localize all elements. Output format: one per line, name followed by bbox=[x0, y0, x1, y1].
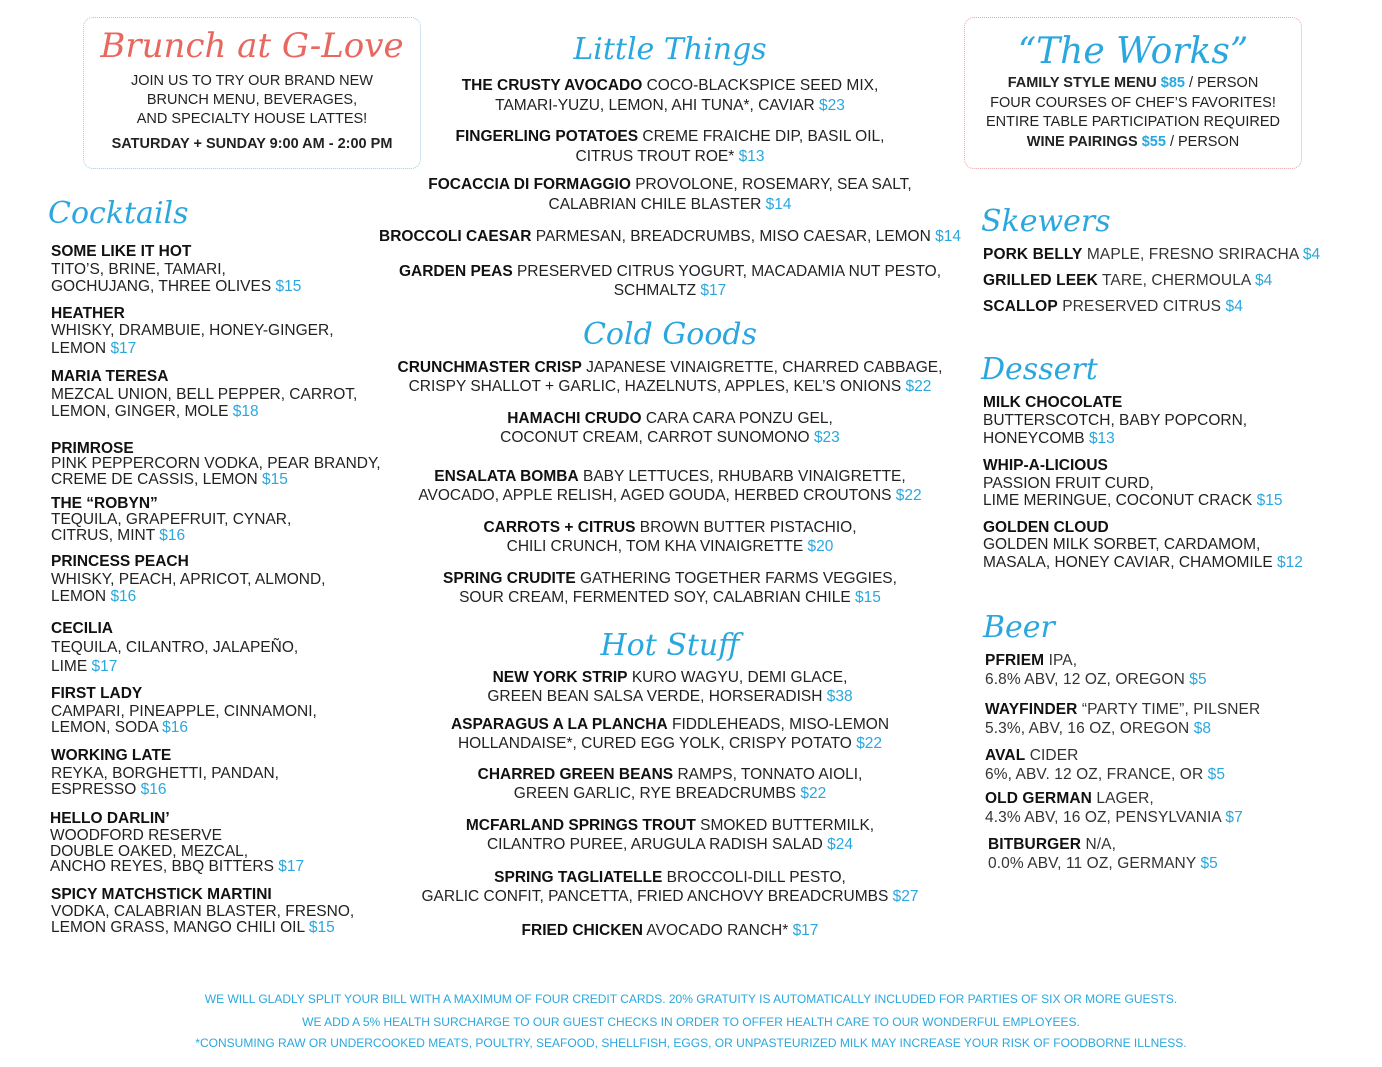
cocktail-price: $15 bbox=[262, 470, 288, 488]
works-line-4 bbox=[965, 133, 1301, 153]
cocktail-desc: REYKA, BORGHETTI, PANDAN, bbox=[51, 764, 279, 782]
item-desc: SOUR CREAM, FERMENTED SOY, CALABRIAN CHILE bbox=[459, 589, 851, 606]
item-desc: CITRUS TROUT ROE* bbox=[575, 147, 735, 165]
brunch-line-3: AND SPECIALTY HOUSE LATTES! bbox=[136, 111, 368, 127]
dessert-desc: GOLDEN MILK SORBET, CARDAMOM, bbox=[983, 536, 1261, 553]
cocktail-desc: TEQUILA, CILANTRO, JALAPEÑO, bbox=[51, 638, 299, 656]
item-price: $38 bbox=[826, 688, 853, 705]
item-desc: BROCCOLI-DILL PESTO, bbox=[666, 868, 846, 886]
cocktail-name: HELLO DARLIN’ bbox=[50, 809, 170, 827]
item-name: MCFARLAND SPRINGS TROUT bbox=[465, 816, 696, 834]
cocktail-desc: LEMON GRASS, MANGO CHILI OIL bbox=[51, 918, 305, 936]
cocktail-price: $17 bbox=[91, 657, 118, 675]
item-name: THE CRUSTY AVOCADO bbox=[461, 77, 643, 94]
beer-style: CIDER bbox=[1029, 747, 1079, 764]
cocktails-list bbox=[51, 243, 411, 935]
beer-name: PFRIEM bbox=[985, 652, 1045, 669]
skewers-title: Skewers bbox=[981, 204, 1111, 239]
skewer-price: $4 bbox=[1302, 246, 1321, 263]
dessert-name: MILK CHOCOLATE bbox=[983, 394, 1123, 411]
beer-details: 0.0% ABV, 11 OZ, GERMANY bbox=[988, 855, 1197, 872]
cocktail-price: $16 bbox=[162, 718, 188, 736]
item-desc: PRESERVED CITRUS YOGURT, MACADAMIA NUT PESTO, bbox=[516, 262, 942, 280]
cocktail-price: $16 bbox=[140, 780, 167, 798]
dessert-title: Dessert bbox=[981, 352, 1098, 387]
skewer-name: PORK BELLY bbox=[983, 246, 1083, 263]
menu-item bbox=[360, 358, 980, 397]
skewers-list bbox=[983, 246, 1363, 315]
cocktail-desc: MEZCAL UNION, BELL PEPPER, CARROT, bbox=[51, 385, 358, 403]
works-line-1 bbox=[965, 74, 1301, 94]
cocktail-price: $18 bbox=[232, 403, 259, 420]
beer-price: $7 bbox=[1225, 809, 1243, 826]
dessert-price: $12 bbox=[1277, 553, 1303, 571]
item-name: GARDEN PEAS bbox=[398, 262, 513, 280]
item-desc: COCONUT CREAM, CARROT SUNOMONO bbox=[500, 429, 810, 446]
dessert-item bbox=[983, 519, 1363, 572]
item-desc: CILANTRO PUREE, ARUGULA RADISH SALAD bbox=[486, 836, 823, 853]
item-name: FOCACCIA DI FORMAGGIO bbox=[428, 176, 631, 193]
menu-item bbox=[360, 816, 980, 855]
cocktail-desc: LEMON bbox=[51, 339, 107, 357]
item-desc: JAPANESE VINAIGRETTE, CHARRED CABBAGE, bbox=[586, 358, 943, 376]
skewer-price: $4 bbox=[1254, 272, 1273, 289]
menu-item bbox=[360, 518, 980, 557]
item-price: $22 bbox=[856, 735, 883, 752]
item-desc: AVOCADO RANCH* bbox=[646, 921, 789, 939]
item-price: $22 bbox=[895, 487, 922, 504]
item-price: $17 bbox=[700, 282, 727, 299]
cocktail-name: THE “ROBYN” bbox=[51, 495, 158, 512]
cocktail-desc: WHISKY, PEACH, APRICOT, ALMOND, bbox=[51, 570, 326, 588]
cocktail-desc: CITRUS, MINT bbox=[51, 527, 155, 544]
cocktail-price: $15 bbox=[308, 918, 335, 936]
beer-price: $5 bbox=[1189, 671, 1207, 688]
item-name: FINGERLING POTATOES bbox=[455, 128, 639, 145]
dessert-item bbox=[983, 457, 1363, 510]
beer-price: $5 bbox=[1207, 766, 1226, 783]
item-desc: COCO-BLACKSPICE SEED MIX, bbox=[646, 77, 879, 94]
works-line-2: FOUR COURSES OF CHEF’S FAVORITES! bbox=[990, 94, 1276, 111]
skewer-desc: TARE, CHERMOULA bbox=[1102, 272, 1251, 289]
beer-details: 4.3% ABV, 16 OZ, PENSYLVANIA bbox=[985, 809, 1221, 826]
beer-style: LAGER, bbox=[1096, 790, 1154, 807]
cocktail-name: WORKING LATE bbox=[51, 746, 172, 764]
beer-list bbox=[985, 651, 1365, 873]
item-desc: BABY LETTUCES, RHUBARB VINAIGRETTE, bbox=[582, 467, 906, 485]
cocktail-desc: ANCHO REYES, BBQ BITTERS bbox=[50, 858, 274, 875]
brunch-title: Brunch at G-Love bbox=[100, 26, 404, 66]
item-price: $23 bbox=[818, 96, 845, 114]
item-name: CARROTS + CITRUS bbox=[483, 518, 636, 536]
cocktail-item bbox=[51, 748, 411, 798]
footer-line-3: *CONSUMING RAW OR UNDERCOOKED MEATS, POULTRY, SEAFOOD, SHELLFISH, EGGS, OR UNPASTEURIZED MILK MAY INCREASE YOUR RISK OF FOODBORNE ILLNESS. bbox=[195, 1036, 1187, 1050]
dessert-name: WHIP-A-LICIOUS bbox=[983, 457, 1108, 474]
cocktail-price: $16 bbox=[110, 588, 137, 605]
item-name: CRUNCHMASTER CRISP bbox=[397, 358, 582, 376]
brunch-hours: SATURDAY + SUNDAY 9:00 AM - 2:00 PM bbox=[111, 136, 393, 152]
cocktail-item bbox=[51, 887, 411, 936]
cocktail-desc: VODKA, CALABRIAN BLASTER, FRESNO, bbox=[51, 903, 355, 920]
item-price: $20 bbox=[807, 538, 834, 555]
cocktail-desc: DOUBLE OAKED, MEZCAL, bbox=[50, 842, 249, 860]
cocktail-item bbox=[50, 811, 411, 875]
skewer-item bbox=[983, 298, 1363, 315]
cocktail-desc: TEQUILA, GRAPEFRUIT, CYNAR, bbox=[51, 511, 292, 528]
item-name: ASPARAGUS A LA PLANCHA bbox=[450, 715, 668, 733]
item-price: $22 bbox=[905, 378, 932, 395]
item-desc: CALABRIAN CHILE BLASTER bbox=[548, 195, 762, 213]
works-wine-price: $55 bbox=[1141, 133, 1166, 150]
menu-item bbox=[360, 127, 980, 166]
hot-stuff-title: Hot Stuff bbox=[600, 627, 740, 663]
works-family-price: $85 bbox=[1160, 75, 1185, 91]
center-column bbox=[360, 30, 980, 940]
item-price: $14 bbox=[935, 228, 961, 245]
footer-line-1: WE WILL GLADLY SPLIT YOUR BILL WITH A MAXIMUM OF FOUR CREDIT CARDS. 20% GRATUITY IS AUTOMATICALLY INCLUDED FOR PARTIES OF SIX OR MORE GUESTS. bbox=[204, 992, 1178, 1006]
skewer-desc: PRESERVED CITRUS bbox=[1062, 298, 1222, 315]
cocktail-item bbox=[51, 305, 411, 358]
beer-item bbox=[985, 651, 1365, 689]
beer-name: AVAL bbox=[985, 747, 1026, 764]
item-price: $27 bbox=[892, 888, 919, 905]
item-name: ENSALATA BOMBA bbox=[434, 467, 579, 485]
cocktail-price: $15 bbox=[275, 278, 302, 295]
beer-details: 6.8% ABV, 12 OZ, OREGON bbox=[985, 671, 1185, 688]
beer-name: WAYFINDER bbox=[985, 701, 1078, 718]
item-name: SPRING TAGLIATELLE bbox=[494, 868, 663, 886]
menu-item bbox=[360, 76, 980, 115]
menu-item bbox=[360, 868, 980, 907]
item-price: $23 bbox=[813, 429, 840, 446]
brunch-line-1: JOIN US TO TRY OUR BRAND NEW bbox=[131, 73, 373, 89]
little-things-title: Little Things bbox=[573, 32, 767, 67]
cocktail-name: SPICY MATCHSTICK MARTINI bbox=[51, 885, 272, 903]
skewer-desc: MAPLE, FRESNO SRIRACHA bbox=[1086, 246, 1299, 263]
skewer-name: SCALLOP bbox=[983, 298, 1058, 315]
cocktail-price: $17 bbox=[110, 339, 137, 357]
beer-price: $8 bbox=[1193, 720, 1212, 737]
skewer-item bbox=[983, 246, 1363, 263]
cocktail-desc: CAMPARI, PINEAPPLE, CINNAMONI, bbox=[51, 702, 317, 720]
item-desc: CREME FRAICHE DIP, BASIL OIL, bbox=[642, 128, 885, 145]
works-line-3: ENTIRE TABLE PARTICIPATION REQUIRED bbox=[985, 114, 1281, 130]
beer-item bbox=[988, 835, 1365, 873]
cocktail-desc: LEMON bbox=[51, 588, 107, 605]
item-desc: PARMESAN, BREADCRUMBS, MISO CAESAR, LEMON bbox=[535, 228, 931, 245]
dessert-desc: PASSION FRUIT CURD, bbox=[983, 474, 1154, 492]
works-title: “The Works” bbox=[1017, 31, 1249, 72]
cocktail-item bbox=[51, 686, 411, 736]
cocktail-item bbox=[51, 441, 411, 488]
works-family-suffix: / PERSON bbox=[1189, 75, 1259, 91]
cocktail-item bbox=[51, 243, 411, 296]
cocktail-price: $17 bbox=[278, 858, 305, 875]
beer-style: “PARTY TIME”, PILSNER bbox=[1081, 701, 1261, 718]
cocktail-name: HEATHER bbox=[51, 304, 125, 322]
menu-item bbox=[360, 262, 980, 301]
item-desc: HOLLANDAISE*, CURED EGG YOLK, CRISPY POTATO bbox=[457, 735, 852, 752]
item-desc: SCHMALTZ bbox=[613, 282, 697, 299]
cocktail-desc: TITO’S, BRINE, TAMARI, bbox=[51, 260, 226, 278]
works-wine-suffix: / PERSON bbox=[1169, 133, 1240, 150]
item-name: FRIED CHICKEN bbox=[521, 921, 643, 939]
cocktail-desc: LEMON, GINGER, MOLE bbox=[51, 403, 229, 420]
cocktail-name: FIRST LADY bbox=[51, 684, 143, 702]
item-desc: AVOCADO, APPLE RELISH, AGED GOUDA, HERBED CROUTONS bbox=[418, 487, 892, 504]
footer-line-2: WE ADD A 5% HEALTH SURCHARGE TO OUR GUEST CHECKS IN ORDER TO OFFER HEALTH CARE TO OUR WONDERFUL EMPLOYEES. bbox=[302, 1015, 1080, 1029]
item-price: $15 bbox=[855, 589, 881, 606]
item-desc: TAMARI-YUZU, LEMON, AHI TUNA*, CAVIAR bbox=[495, 96, 815, 114]
item-desc: CRISPY SHALLOT + GARLIC, HAZELNUTS, APPLES, KEL’S ONIONS bbox=[408, 378, 902, 395]
item-name: HAMACHI CRUDO bbox=[507, 409, 642, 427]
cocktail-name: MARIA TERESA bbox=[51, 368, 169, 385]
beer-name: BITBURGER bbox=[988, 836, 1082, 853]
cocktail-desc: GOCHUJANG, THREE OLIVES bbox=[51, 278, 272, 295]
cocktail-desc: LEMON, SODA bbox=[51, 718, 158, 736]
menu-item bbox=[360, 921, 980, 941]
item-desc: PROVOLONE, ROSEMARY, SEA SALT, bbox=[635, 176, 912, 193]
skewer-name: GRILLED LEEK bbox=[983, 272, 1098, 289]
cocktail-desc: CREME DE CASSIS, LEMON bbox=[51, 470, 258, 488]
item-price: $24 bbox=[827, 836, 854, 853]
works-box bbox=[964, 17, 1302, 169]
dessert-desc: MASALA, HONEY CAVIAR, CHAMOMILE bbox=[983, 553, 1273, 571]
dessert-item bbox=[983, 394, 1363, 448]
cocktail-name: CECILIA bbox=[51, 619, 113, 637]
item-desc: RAMPS, TONNATO AIOLI, bbox=[677, 765, 863, 783]
beer-price: $5 bbox=[1200, 855, 1218, 872]
beer-details: 5.3%, ABV, 16 OZ, OREGON bbox=[985, 720, 1190, 737]
works-family-label: FAMILY STYLE MENU bbox=[1007, 75, 1157, 91]
dessert-list bbox=[983, 394, 1363, 571]
item-name: BROCCOLI CAESAR bbox=[379, 228, 532, 245]
brunch-line-2: BRUNCH MENU, BEVERAGES, bbox=[146, 92, 358, 108]
beer-style: IPA, bbox=[1048, 652, 1078, 669]
item-price: $22 bbox=[800, 785, 827, 802]
item-desc: CHILI CRUNCH, TOM KHA VINAIGRETTE bbox=[506, 538, 804, 555]
dessert-desc: LIME MERINGUE, COCONUT CRACK bbox=[983, 492, 1253, 509]
menu-item bbox=[360, 467, 980, 506]
item-desc: GREEN GARLIC, RYE BREADCRUMBS bbox=[513, 785, 797, 802]
menu-item bbox=[360, 569, 980, 608]
item-price: $17 bbox=[792, 921, 819, 939]
menu-item bbox=[360, 668, 980, 707]
cocktail-item bbox=[51, 368, 411, 421]
cocktail-desc: ESPRESSO bbox=[51, 780, 137, 798]
menu-item bbox=[360, 227, 980, 247]
dessert-desc: HONEYCOMB bbox=[983, 430, 1085, 447]
beer-item bbox=[985, 789, 1365, 827]
dessert-name: GOLDEN CLOUD bbox=[983, 518, 1109, 536]
beer-name: OLD GERMAN bbox=[985, 790, 1092, 807]
cocktail-price: $16 bbox=[159, 527, 186, 544]
beer-details: 6%, ABV. 12 OZ, FRANCE, OR bbox=[985, 766, 1204, 783]
cocktail-name: SOME LIKE IT HOT bbox=[51, 243, 192, 260]
cocktail-name: PRINCESS PEACH bbox=[51, 553, 189, 570]
dessert-price: $15 bbox=[1256, 492, 1283, 509]
skewer-price: $4 bbox=[1225, 298, 1243, 315]
beer-item bbox=[985, 746, 1365, 784]
cocktail-desc: PINK PEPPERCORN VODKA, PEAR BRANDY, bbox=[51, 455, 381, 472]
item-desc: SMOKED BUTTERMILK, bbox=[700, 816, 875, 834]
item-desc: CARA CARA PONZU GEL, bbox=[645, 409, 833, 427]
item-desc: GARLIC CONFIT, PANCETTA, FRIED ANCHOVY BREADCRUMBS bbox=[421, 888, 889, 905]
cold-goods-title: Cold Goods bbox=[582, 316, 758, 352]
item-name: NEW YORK STRIP bbox=[492, 668, 628, 686]
cocktail-item bbox=[51, 496, 411, 544]
item-desc: GREEN BEAN SALSA VERDE, HORSERADISH bbox=[487, 688, 823, 705]
menu-item bbox=[360, 175, 980, 214]
item-desc: BROWN BUTTER PISTACHIO, bbox=[639, 518, 857, 536]
cocktail-desc: LIME bbox=[51, 657, 88, 675]
item-price: $14 bbox=[765, 195, 792, 213]
works-wine-label: WINE PAIRINGS bbox=[1026, 133, 1138, 150]
item-desc: KURO WAGYU, DEMI GLACE, bbox=[631, 668, 848, 686]
menu-item bbox=[360, 715, 980, 754]
cocktail-name: PRIMROSE bbox=[51, 439, 134, 457]
item-name: CHARRED GREEN BEANS bbox=[477, 765, 674, 783]
cocktail-item bbox=[51, 553, 411, 606]
item-name: SPRING CRUDITE bbox=[443, 569, 576, 587]
dessert-desc: BUTTERSCOTCH, BABY POPCORN, bbox=[983, 412, 1248, 429]
menu-item bbox=[360, 765, 980, 804]
beer-style: N/A, bbox=[1085, 836, 1117, 853]
item-desc: GATHERING TOGETHER FARMS VEGGIES, bbox=[579, 569, 897, 587]
cocktail-desc: WOODFORD RESERVE bbox=[50, 827, 222, 844]
item-price: $13 bbox=[738, 147, 765, 165]
menu-item bbox=[360, 409, 980, 448]
beer-title: Beer bbox=[983, 610, 1055, 645]
item-desc: FIDDLEHEADS, MISO-LEMON bbox=[672, 715, 890, 733]
skewer-item bbox=[983, 272, 1363, 289]
cocktail-item bbox=[51, 619, 411, 676]
cocktails-title: Cocktails bbox=[48, 196, 189, 231]
dessert-price: $13 bbox=[1088, 430, 1115, 447]
cocktail-desc: WHISKY, DRAMBUIE, HONEY-GINGER, bbox=[51, 322, 334, 339]
beer-item bbox=[985, 700, 1365, 738]
